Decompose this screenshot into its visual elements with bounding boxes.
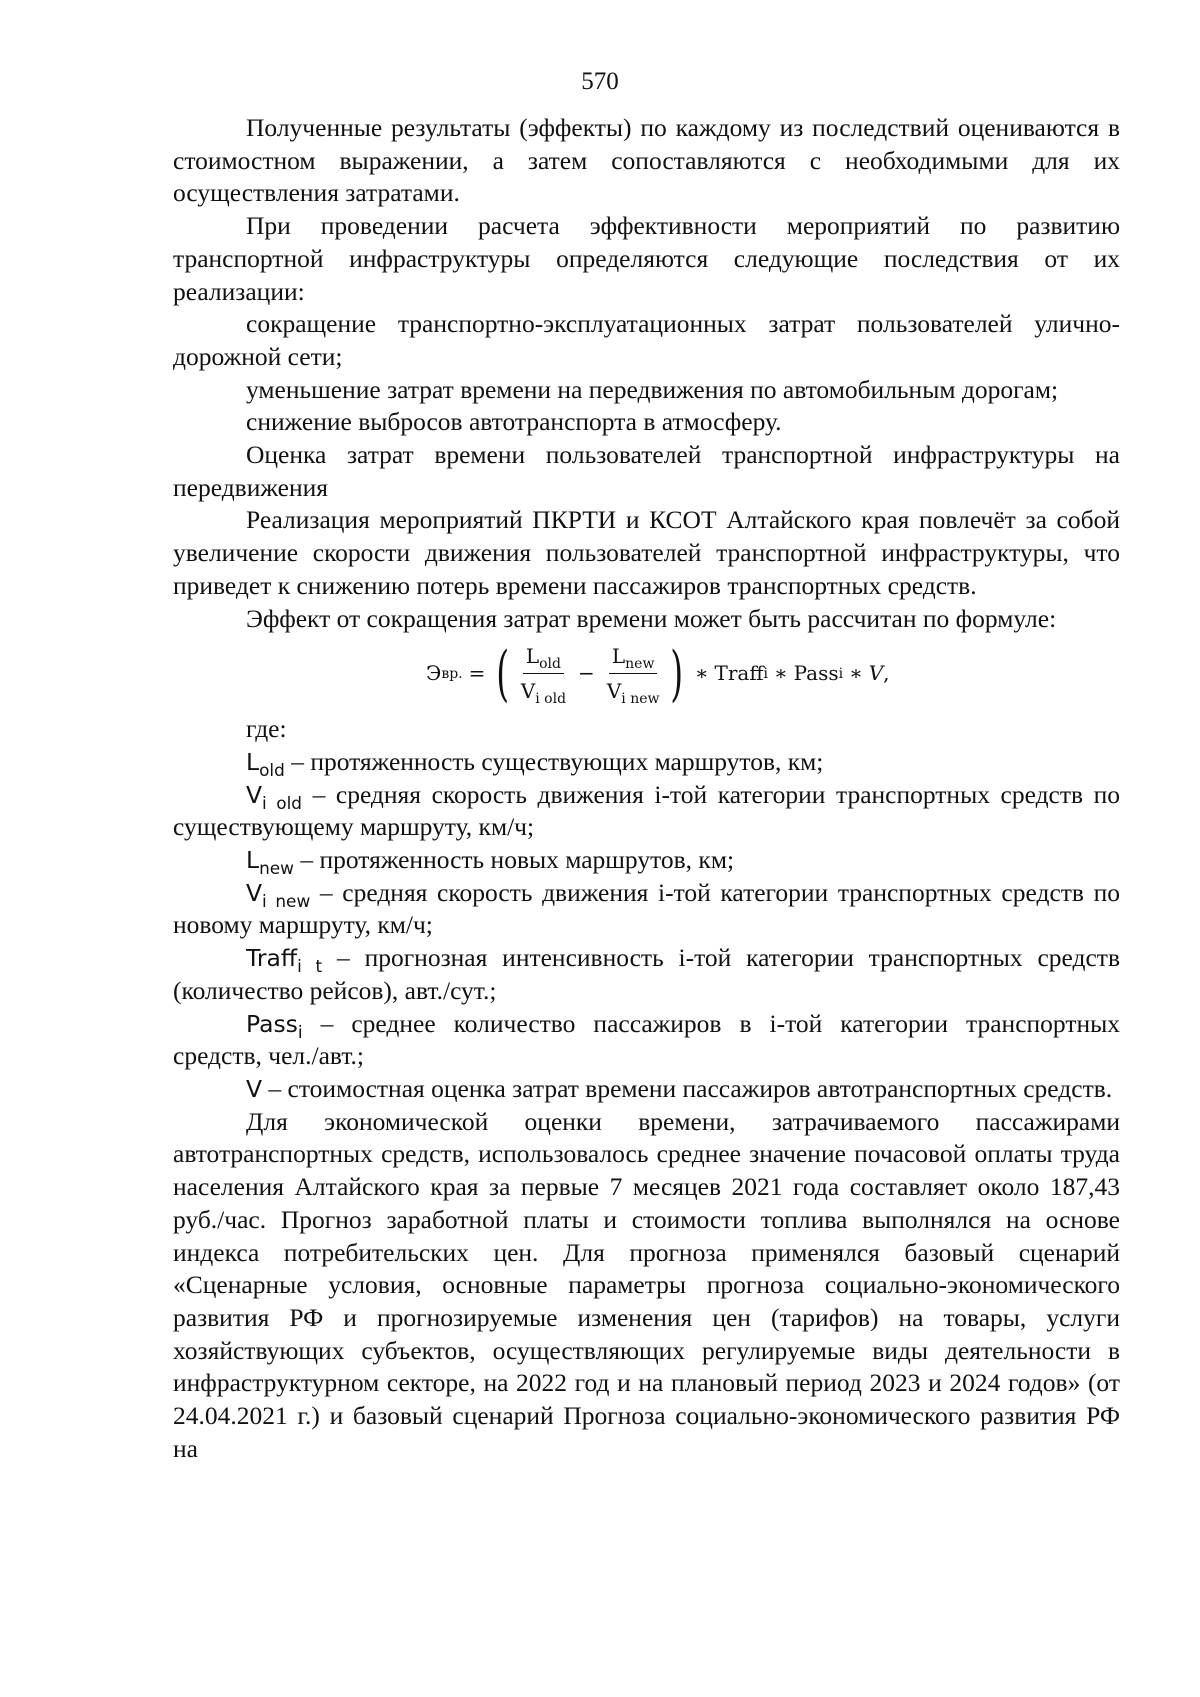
definition-traff: Traff$_{i t}$ – прогнозная интенсивность i-той категории транспортных средств (количество рейсов), авт./сут.; — [173, 943, 1120, 1005]
definition-v-old: $V_{i old}$ – средняя скорость движения i-той категории транспортных средств по существующему маршруту, км/ч; — [173, 779, 1121, 842]
formula-comma: , — [883, 661, 890, 686]
definition-v-new: $V_{i new}$ – средняя скорость движения i-той категории транспортных средств по новому маршруту, км/ч; — [173, 877, 1120, 940]
list-item-cost-reduction: сокращение транспортно-эксплуатационных затрат пользователей улично-дорожной сети; — [173, 309, 1120, 371]
definition-symbol: Traff$_{i t}$ — [246, 944, 323, 977]
formula-lhs: Э вр. — [426, 657, 463, 690]
definition-symbol: $L_{new}$ — [246, 846, 294, 878]
paragraph-results: Полученные результаты (эффекты) по каждому из последствий оцениваются в стоимостном выражении, а затем сопоставляются с необходимыми для их осуществления затратами. — [173, 113, 1120, 208]
paragraph-implementation: Реализация мероприятий ПКРТИ и КСОТ Алтайского края повлечёт за собой увеличение скорости движения пользователей транспортной инфраструктуры, что приведет к снижению потерь времени пассажиров транспортных средств. — [173, 505, 1120, 600]
list-item-time-reduction: уменьшение затрат времени на передвижения по автомобильным дорогам; — [246, 374, 1059, 404]
page-number: 570 — [581, 68, 619, 95]
formula-left-paren: ( — [496, 638, 510, 709]
paragraph-formula-intro: Эффект от сокращения затрат времени может быть рассчитан по формуле: — [246, 603, 1057, 633]
formula-multiply-3: ∗ — [849, 661, 863, 686]
formula-fraction-old — [518, 640, 569, 708]
definition-v: V – стоимостная оценка затрат времени пассажиров автотранспортных средств. — [246, 1073, 1113, 1103]
definition-l-new: $L_{new}$ – протяженность новых маршрутов, км; — [246, 845, 735, 878]
definition-symbol: Pass$_i$ — [246, 1009, 303, 1042]
formula-right-paren: ) — [670, 638, 684, 709]
formula-multiply-2: ∗ — [774, 661, 788, 686]
fraction-old-numerator: $L_{old}$ — [523, 640, 564, 675]
definition-pass: Pass$_i$ – среднее количество пассажиров в i-той категории транспортных средств, чел./авт.; — [173, 1008, 1120, 1071]
formula-multiply-1: ∗ — [694, 661, 709, 686]
document-body — [173, 112, 1120, 1465]
formula-minus: − — [578, 661, 595, 686]
definition-symbol: $V_{i old}$ — [246, 780, 303, 813]
paragraph-consequences-intro: При проведении расчета эффективности мероприятий по развитию транспортной инфраструктуры определяются следующие последствия от их реализации: — [173, 211, 1120, 306]
definition-symbol: V — [246, 1074, 263, 1103]
time-effect-formula — [426, 637, 890, 710]
fraction-old-denominator: $V_{i old}$ — [520, 679, 567, 708]
formula-lhs-symbol: Э — [426, 661, 442, 686]
formula-fraction-new — [604, 640, 663, 708]
fraction-new-numerator: $L_{new}$ — [609, 640, 658, 675]
section-heading-time-cost: Оценка затрат времени пользователей транспортной инфраструктуры на передвижения — [173, 440, 1120, 502]
definition-l-old: $L_{old}$ – протяженность существующих маршрутов, км; — [246, 746, 824, 780]
fraction-new-denominator: $V_{i new}$ — [606, 679, 660, 708]
formula-traff: Traff i — [714, 661, 769, 686]
where-label: где: — [246, 714, 287, 744]
definition-symbol: $V_{i new}$ — [246, 878, 311, 911]
definition-symbol: $L_{old}$ — [246, 747, 285, 780]
formula-block — [173, 637, 1120, 710]
paragraph-economic-assessment: Для экономической оценки времени, затрачиваемого пассажирами автотранспортных средств, использовалось среднее значение почасовой оплаты труда населения Алтайского края за первые 7 месяцев 2021 года составляет около 187,43 руб./час. Прогноз заработной платы и стоимости топлива выполнялся на основе индекса потребительских цен. Для прогноза применялся базовый сценарий «Сценарные условия, основные параметры прогноза социально-экономического развития РФ и прогнозируемые изменения цен (тарифов) на товары, услуги хозяйствующих субъектов, осуществляющих регулируемые виды деятельности в инфраструктурном секторе, на 2022 год и на плановый период 2023 и 2024 годов» (от 24.04.2021 г.) и базовый сценарий Прогноза социально-экономического развития РФ на — [173, 1106, 1120, 1463]
list-item-emission-reduction: снижение выбросов автотранспорта в атмосферу. — [246, 407, 782, 437]
formula-v: V — [868, 661, 884, 686]
formula-equals: = — [468, 661, 486, 686]
formula-pass: Pass i — [793, 661, 844, 686]
